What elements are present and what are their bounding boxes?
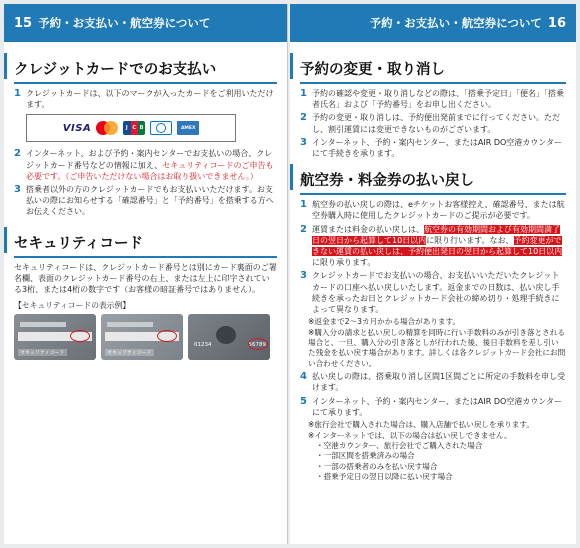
card-label: セキュリティコード — [107, 349, 152, 356]
item-text — [312, 224, 566, 269]
left-page — [4, 4, 288, 544]
item-text — [26, 148, 277, 182]
header-title: 予約・お支払い・航空券について — [38, 16, 211, 30]
change-item-3 — [300, 137, 566, 159]
card-number-a: 01234 — [194, 341, 212, 348]
item-text-red: 航空券の有効期間および有効期間満了日の翌日から起算して10日以内 — [312, 224, 560, 245]
security-text: セキュリティコードは、クレジットカード番号とは別にカード裏面のご署名欄、表面のクレジットカード番号の右上、または左上に印字されている3桁、または4桁の数字です（お客様の暗証番号ではありません）。 — [14, 262, 277, 295]
diners-club-logo — [150, 121, 172, 135]
refund-item-3 — [300, 270, 566, 315]
security-section-title: セキュリティコード — [14, 230, 277, 258]
item-number: 4 — [300, 371, 307, 383]
card-number-b: 56789 — [248, 341, 266, 348]
mastercard-logo — [96, 121, 118, 135]
credit-item-3 — [14, 184, 277, 218]
right-page — [290, 4, 576, 544]
item-text-c: に限り承ります。 — [312, 258, 376, 268]
visa-logo: VISA — [62, 122, 92, 134]
refund-item-5 — [300, 396, 566, 418]
credit-section — [14, 56, 277, 218]
item-text-red-2: 予約変更ができない運賃の払い戻しは、予約便出発日の翌日から起算して10日以内 — [312, 235, 563, 257]
item-text-a: 運賃または料金の払い戻しは、 — [312, 224, 424, 234]
credit-item-2 — [14, 148, 277, 182]
amex-logo: AMEX — [177, 121, 199, 135]
refund-note-5b: ※インターネットでは、以下の場合は払い戻しできません。 — [308, 430, 512, 440]
jcb-logo: J C B — [123, 121, 145, 135]
card-back-example — [14, 314, 96, 360]
security-section — [14, 230, 277, 360]
refund-sub-1: ・空港カウンター、旅行会社でご購入された場合 — [316, 440, 483, 450]
refund-note-5a: ※旅行会社で購入された場合は、購入店舗で払い戻しを承ります。 — [308, 420, 534, 430]
item-number: 3 — [14, 184, 21, 196]
item-number: 1 — [14, 88, 21, 99]
page-number: 15 — [14, 15, 33, 31]
item-number: 1 — [300, 199, 307, 211]
refund-item-2 — [300, 224, 566, 269]
security-example-label: 【セキュリティコードの表示例】 — [14, 300, 131, 310]
card-brands — [26, 114, 236, 142]
item-number: 3 — [300, 136, 307, 148]
refund-note-3b: ※購入分の請求と払い戻しの精算を同時に行い手数料のみが引き落とされる場合と、一旦、購入分の引き落としが行われた後、後日手数料を差し引いた残金を払い戻す場合があります。詳しくは各クレジットカード会社にお問い合わせください。 — [308, 327, 566, 368]
item-text: インターネット、予約・案内センター、またはAIR DO空港カウンターにて承ります。 — [312, 396, 562, 417]
item-text: 予約の変更・取り消しは、予約便出発前までに行ってください。ただし、割引運賃には変更できないものがございます。 — [312, 113, 560, 134]
item-number: 2 — [300, 112, 307, 124]
change-section-title: 予約の変更・取り消し — [300, 56, 566, 84]
item-text: 予約の確認や変更・取り消しなどの際は、「搭乗予定日」「便名」「搭乗者氏名」および「予約番号」をお申し出ください。 — [312, 89, 564, 110]
item-text: 搭乗者以外の方のクレジットカードでもお支払いいただけます。お支払いの際にお知らせする「確認番号」と「予約番号」を搭乗する方へお伝えください。 — [26, 185, 274, 217]
header-title: 予約・お支払い・航空券について — [369, 16, 542, 30]
refund-item-1 — [300, 199, 566, 221]
card-label: セキュリティコード — [20, 349, 65, 356]
item-text-b: に限り行います。なお、 — [426, 235, 514, 245]
refund-note-3a: ※返金まで2〜3カ月かかる場合があります。 — [308, 317, 461, 327]
item-text: 払い戻しの際は、搭乗取り消し区間1区間ごとに所定の手数料を申し受けます。 — [312, 372, 566, 393]
item-number: 2 — [300, 223, 307, 235]
item-text: クレジットカードは、以下のマークが入ったカードをご利用いただけます。 — [26, 89, 274, 110]
change-item-1 — [300, 88, 566, 110]
page-number: 16 — [547, 15, 566, 31]
refund-sub-4: ・搭乗予定日の翌日以降に払い戻す場合 — [316, 472, 453, 482]
security-code-examples — [14, 314, 277, 360]
change-item-2 — [300, 112, 566, 134]
right-page-header — [290, 4, 576, 42]
refund-section — [300, 167, 566, 482]
item-number: 2 — [14, 148, 21, 160]
item-number: 3 — [300, 270, 307, 282]
item-text: 航空券の払い戻しの際は、eチケットお客様控え、確認番号、または航空券購入時に使用したクレジットカードのご提示が必要です。 — [312, 200, 565, 221]
change-section — [300, 56, 566, 159]
item-text-a: インターネット、および予約・案内センターでお支払いの場合、クレジットカード番号などの情報に加え、 — [26, 149, 273, 170]
card-front-example — [188, 314, 270, 360]
credit-section-title: クレジットカードでのお支払い — [14, 56, 277, 84]
card-back-example-2 — [101, 314, 183, 360]
refund-sub-3: ・一部の搭乗者のみを払い戻す場合 — [316, 461, 438, 471]
refund-item-4 — [300, 371, 566, 393]
refund-sub-2: ・一部区間を搭乗済みの場合 — [316, 451, 415, 461]
item-text: インターネット、予約・案内センター、またはAIR DO空港カウンターにて手続きを承ります。 — [312, 137, 562, 159]
left-page-header — [4, 4, 287, 42]
item-number: 1 — [300, 88, 307, 99]
credit-item-1 — [14, 88, 277, 110]
refund-section-title: 航空券・料金券の払い戻し — [300, 167, 566, 195]
item-text: クレジットカードでお支払いの場合、お支払いいただいたクレジットカードの口座へ払い戻しいたします。返金までの日数は、払い戻し手続きを承ったお日とクレジットカード会社の締め切り・処理手続きによって異なります。 — [312, 271, 560, 315]
item-text-red: セキュリティコードのご申告も必要です。（ご申告いただけない場合はお取り扱いできません。） — [26, 160, 274, 181]
item-number: 5 — [300, 395, 307, 407]
